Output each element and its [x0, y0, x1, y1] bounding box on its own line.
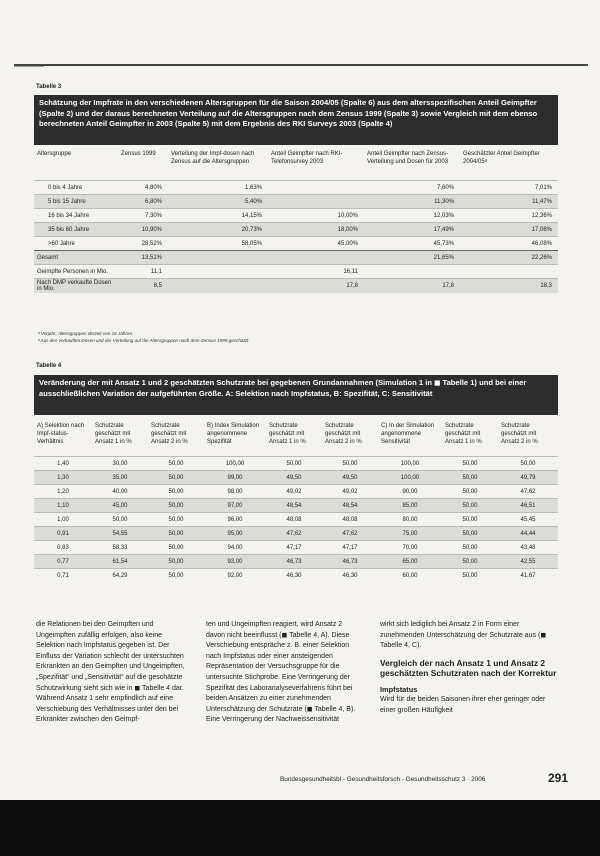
table4-title: Veränderung der mit Ansatz 1 und 2 geschätzten Schutzrate bei gegebenen Grundannahmen (Simulation 1 in ◼ Tabelle 1) und bei einer ausschließlichen Variation der aufgeführten Größe. A: Selektion nach Impfstatus, B: Spezifität, C: Sensitivität: [34, 375, 558, 415]
table3-cell: 21,65%: [364, 251, 460, 265]
table4-cell: 49,02: [322, 485, 378, 499]
table4-cell: 94,00: [204, 541, 266, 555]
table3-cell: Nach DMP verkaufte Dosen in Mio.: [34, 279, 118, 294]
table4-row: [34, 457, 558, 471]
table4-cell: 50,00: [442, 485, 498, 499]
table4-cell: 1,10: [34, 499, 92, 513]
table3-cell: 12,03%: [364, 209, 460, 223]
table3-cell: 20,73%: [168, 223, 268, 237]
table4-cell: 50,00: [148, 499, 204, 513]
table4-cell: 48,54: [322, 499, 378, 513]
section-heading: Vergleich der nach Ansatz 1 und Ansatz 2 geschätzten Schutzraten nach der Korrektur: [380, 657, 557, 679]
table3-cell: 11,1: [118, 265, 168, 279]
table4-cell: 50,00: [148, 457, 204, 471]
table4-cell: 1,00: [34, 513, 92, 527]
table3-cell: [268, 195, 364, 209]
table4-cell: 50,00: [442, 471, 498, 485]
table4-cell: 50,00: [442, 541, 498, 555]
table4-cell: 100,00: [378, 457, 442, 471]
table4-row: [34, 471, 558, 485]
table3-header: Altersgruppe: [37, 151, 72, 157]
table4-cell: 80,00: [378, 513, 442, 527]
table3-cell: 35 bis 60 Jahre: [34, 223, 118, 237]
body-column-2: [206, 620, 356, 726]
page-number: 291: [548, 771, 569, 785]
table3-cell: 7,30%: [118, 209, 168, 223]
table3-row: [34, 237, 558, 251]
table4-cell: 50,00: [498, 457, 558, 471]
table3-cell: [460, 265, 558, 279]
table3-cell: [168, 265, 268, 279]
table4-cell: 50,00: [92, 513, 148, 527]
table4-cell: 50,00: [148, 485, 204, 499]
table4-cell: 61,54: [92, 555, 148, 569]
table4-cell: 54,55: [92, 527, 148, 541]
body-column-3: [380, 620, 558, 717]
table3-row: [34, 251, 558, 265]
table4-cell: 0,77: [34, 555, 92, 569]
table3-title: Schätzung der Impfrate in den verschiedenen Altersgruppen für die Saison 2004/05 (Spalte 6) aus dem altersspezifischen Anteil Geimpfter (Spalte 2) und der daraus berechneten Verteilung auf die Altersgruppen nach dem Zensus 1999 (Spalte 3) sowie Vergleich mit dem ebenso berechneten Anteil Geimpfter in 2003 (Spalte 5) mit dem Ergebnis des RKI Surveys 2003 (Spalte 4): [34, 95, 558, 145]
table4-cell: 95,00: [204, 527, 266, 541]
table4-cell: 49,50: [322, 471, 378, 485]
table3-cell: [168, 251, 268, 265]
table3-cell: 7,60%: [364, 181, 460, 195]
table3-cell: 17,06%: [460, 223, 558, 237]
table4-cell: 50,00: [442, 555, 498, 569]
table3-cell: [268, 181, 364, 195]
table3-cell: 4,80%: [118, 181, 168, 195]
journal-footer: Bundesgesundheitsbl - Gesundheitsforsch - Gesundheitsschutz 3 · 2006: [280, 776, 486, 783]
body-column-1: [36, 620, 186, 726]
table3-header: Anteil Geimpfter nach Zensus-Verteilung und Dosen für 2003: [367, 151, 449, 165]
table4-cell: 50,00: [148, 471, 204, 485]
table3-header: Anteil Geimpfter nach RKI-Telefonsurvey 2003: [271, 151, 343, 165]
table4-row: [34, 513, 558, 527]
table4-header: Schutzrate geschätzt mit Ansatz 2 in %: [325, 423, 362, 445]
table3-cell: 8,5: [118, 279, 168, 294]
table3-cell: 14,15%: [168, 209, 268, 223]
table3-cell: 28,52%: [118, 237, 168, 251]
table4-cell: 46,73: [322, 555, 378, 569]
table3-row: [34, 195, 558, 209]
table4-cell: 44,44: [498, 527, 558, 541]
body-paragraph: ten und Ungeimpften reagiert, wird Ansatz 2 davon nicht beeinflusst (◼ Tabelle 4, A). Diese Verschiebung entspräche z. B. einer Selektion nach Impfstatus oder einer ansteigenden Repräsentation der Versuchsgruppe für die untersuchte Stichprobe. Eine Verringerung der Spezifität des Laboranalyseverfahrens führt bei beiden Ansätzen zu einer zunehmenden Unterschätzung der Schutzrate (◼ Tabelle 4, B). Eine Verringerung der Nachweissensitivität: [206, 621, 356, 724]
table4-header: B) Index Simulation angenommene Spezifität: [207, 423, 260, 445]
table3-row: [34, 265, 558, 279]
table4-cell: 46,30: [322, 569, 378, 583]
table4-cell: 30,00: [92, 457, 148, 471]
table4-cell: 1,20: [34, 485, 92, 499]
top-rule-accent: [14, 66, 44, 67]
table4-row: [34, 527, 558, 541]
table4: [34, 420, 558, 582]
table4-header: Schutzrate geschätzt mit Ansatz 1 in %: [269, 423, 306, 445]
table4-cell: 48,08: [266, 513, 322, 527]
table3-cell: 18,00%: [268, 223, 364, 237]
table3-row: [34, 223, 558, 237]
table3-header-row: [34, 148, 558, 181]
table4-cell: 0,71: [34, 569, 92, 583]
table4-cell: 100,00: [378, 471, 442, 485]
table3-cell: 0 bis 4 Jahre: [34, 181, 118, 195]
table4-cell: 41,67: [498, 569, 558, 583]
table4-cell: 65,00: [378, 555, 442, 569]
table4-cell: 0,91: [34, 527, 92, 541]
table4-cell: 99,00: [204, 471, 266, 485]
table3-cell: 17,8: [268, 279, 364, 294]
table3-cell: 7,01%: [460, 181, 558, 195]
table4-cell: 1,40: [34, 457, 92, 471]
table4-cell: 85,00: [378, 499, 442, 513]
table4-row: [34, 499, 558, 513]
table4-cell: 47,17: [322, 541, 378, 555]
table4-cell: 50,00: [442, 499, 498, 513]
top-rule: [14, 64, 588, 66]
table4-cell: 35,00: [92, 471, 148, 485]
table4-cell: 50,00: [148, 569, 204, 583]
body-paragraph: wirkt sich lediglich bei Ansatz 2 in Form einer zunehmenden Unterschätzung der Schutzrate aus (◼ Tabelle 4, C).: [380, 621, 547, 650]
table3-cell: 6,80%: [118, 195, 168, 209]
table4-header: Schutzrate geschätzt mit Ansatz 1 in %: [445, 423, 482, 445]
table4-row: [34, 555, 558, 569]
table3-cell: Geimpfte Personen in Mio.: [34, 265, 118, 279]
table4-cell: 50,00: [148, 555, 204, 569]
table4-cell: 50,00: [442, 527, 498, 541]
table4-cell: 42,55: [498, 555, 558, 569]
table3-cell: 17,8: [364, 279, 460, 294]
table4-label: Tabelle 4: [36, 363, 62, 369]
table4-cell: 45,00: [92, 499, 148, 513]
table4-cell: 96,00: [204, 513, 266, 527]
table3-cell: 17,49%: [364, 223, 460, 237]
table3-footnotes: [38, 330, 250, 344]
table4-header: Schutzrate geschätzt mit Ansatz 1 in %: [95, 423, 132, 445]
table4-cell: 50,00: [148, 527, 204, 541]
table4-cell: 50,00: [148, 513, 204, 527]
table3-cell: 22,26%: [460, 251, 558, 265]
table3-cell: 58,05%: [168, 237, 268, 251]
table4-cell: 46,51: [498, 499, 558, 513]
table4-cell: 47,62: [322, 527, 378, 541]
table3-cell: 5 bis 15 Jahre: [34, 195, 118, 209]
table4-cell: 49,50: [266, 471, 322, 485]
table3-cell: 16,11: [268, 265, 364, 279]
table3-cell: 46,08%: [460, 237, 558, 251]
table4-cell: 58,33: [92, 541, 148, 555]
table3-cell: 11,47%: [460, 195, 558, 209]
table3-header: Verteilung der Impf-dosen nach Zensus auf die Altersgruppen: [171, 151, 255, 165]
table3-header: Zensus 1999: [121, 151, 156, 157]
table4-cell: 46,73: [266, 555, 322, 569]
table4-cell: 50,00: [266, 457, 322, 471]
table3-cell: 13,51%: [118, 251, 168, 265]
table3-cell: [268, 251, 364, 265]
table3-cell: 11,30%: [364, 195, 460, 209]
table4-cell: 47,17: [266, 541, 322, 555]
table4-cell: 70,00: [378, 541, 442, 555]
table4-cell: 46,30: [266, 569, 322, 583]
table3-row: [34, 181, 558, 195]
table3-row: [34, 279, 558, 294]
table4-cell: 0,83: [34, 541, 92, 555]
section-subheading: Impfstatus: [380, 684, 418, 694]
table3-cell: 16 bis 34 Jahre: [34, 209, 118, 223]
table3-label: Tabelle 3: [36, 84, 62, 90]
table3-cell: 18,3: [460, 279, 558, 294]
table4-cell: 47,62: [498, 485, 558, 499]
table3-cell: 1,63%: [168, 181, 268, 195]
table3-row: [34, 209, 558, 223]
body-paragraph: Wird für die beiden Saisonen ihrer eher geringer oder einer großen Häufigkeit: [380, 696, 546, 714]
footnote: ᵇ Aus den verkauften Dosen und der Verteilung auf die Altersgruppen nach dem Zensus 1999 geschätzt.: [38, 338, 250, 343]
table4-cell: 1,30: [34, 471, 92, 485]
table4-cell: 49,79: [498, 471, 558, 485]
table4-cell: 48,54: [266, 499, 322, 513]
table4-header: C) In der Simulation angenommene Sensitivität: [381, 423, 435, 445]
table4-cell: 98,00: [204, 485, 266, 499]
body-paragraph: die Relationen bei den Geimpften und Ungeimpften zufällig erfolgen, also keine Selektion nach Impfstatus gegeben ist. Der Einfluss der Variation schlecht der untersuchten Erkrankten an den Geimpften und Ungeimpften, „Spezifität“ und „Sensitivität“ auf die geschätzte Schutzwirkung sieht sich wie in ◼ Tabelle 4 dar. Während Ansatz 1 sehr empfindlich auf eine Verschiebung des Verhältnisses unter den bei Erkrankter zwischen den Geimpf-: [36, 621, 185, 724]
table3-cell: 10,00%: [268, 209, 364, 223]
footnote: ᵃ Vorjahr; Altersgruppen derzeit von 16 Jahren.: [38, 331, 134, 336]
table4-cell: 50,00: [322, 457, 378, 471]
table4-cell: 48,08: [322, 513, 378, 527]
table4-cell: 92,00: [204, 569, 266, 583]
table4-cell: 50,00: [442, 457, 498, 471]
table3: [34, 148, 558, 293]
table4-row: [34, 485, 558, 499]
table4-cell: 60,00: [378, 569, 442, 583]
table4-cell: 49,02: [266, 485, 322, 499]
table4-cell: 93,00: [204, 555, 266, 569]
table3-cell: 5,40%: [168, 195, 268, 209]
scan-edge-bar: [0, 800, 600, 856]
table4-cell: 64,29: [92, 569, 148, 583]
table4-header: Schutzrate geschätzt mit Ansatz 2 in %: [151, 423, 188, 445]
table3-cell: 45,73%: [364, 237, 460, 251]
table4-cell: 47,62: [266, 527, 322, 541]
table4-cell: 40,00: [92, 485, 148, 499]
table4-header-row: [34, 420, 558, 457]
table4-cell: 50,00: [442, 569, 498, 583]
table4-cell: 50,00: [148, 541, 204, 555]
table4-cell: 97,00: [204, 499, 266, 513]
table4-cell: 90,00: [378, 485, 442, 499]
table4-header: A) Selektion nach Impf-status-Verhältnis: [37, 423, 85, 445]
table4-cell: 50,00: [442, 513, 498, 527]
table3-cell: 10,90%: [118, 223, 168, 237]
table3-cell: [364, 265, 460, 279]
table3-header: Geschätzter Anteil Geimpfter 2004/05ᵃ: [463, 151, 540, 165]
table4-cell: 100,00: [204, 457, 266, 471]
table4-row: [34, 569, 558, 583]
table4-cell: 43,48: [498, 541, 558, 555]
table4-cell: 45,45: [498, 513, 558, 527]
table4-row: [34, 541, 558, 555]
table3-cell: 12,36%: [460, 209, 558, 223]
table3-cell: Gesamt: [34, 251, 118, 265]
table4-header: Schutzrate geschätzt mit Ansatz 2 in %: [501, 423, 538, 445]
table3-cell: [168, 279, 268, 294]
table4-cell: 75,00: [378, 527, 442, 541]
table3-cell: >60 Jahre: [34, 237, 118, 251]
table3-cell: 45,00%: [268, 237, 364, 251]
